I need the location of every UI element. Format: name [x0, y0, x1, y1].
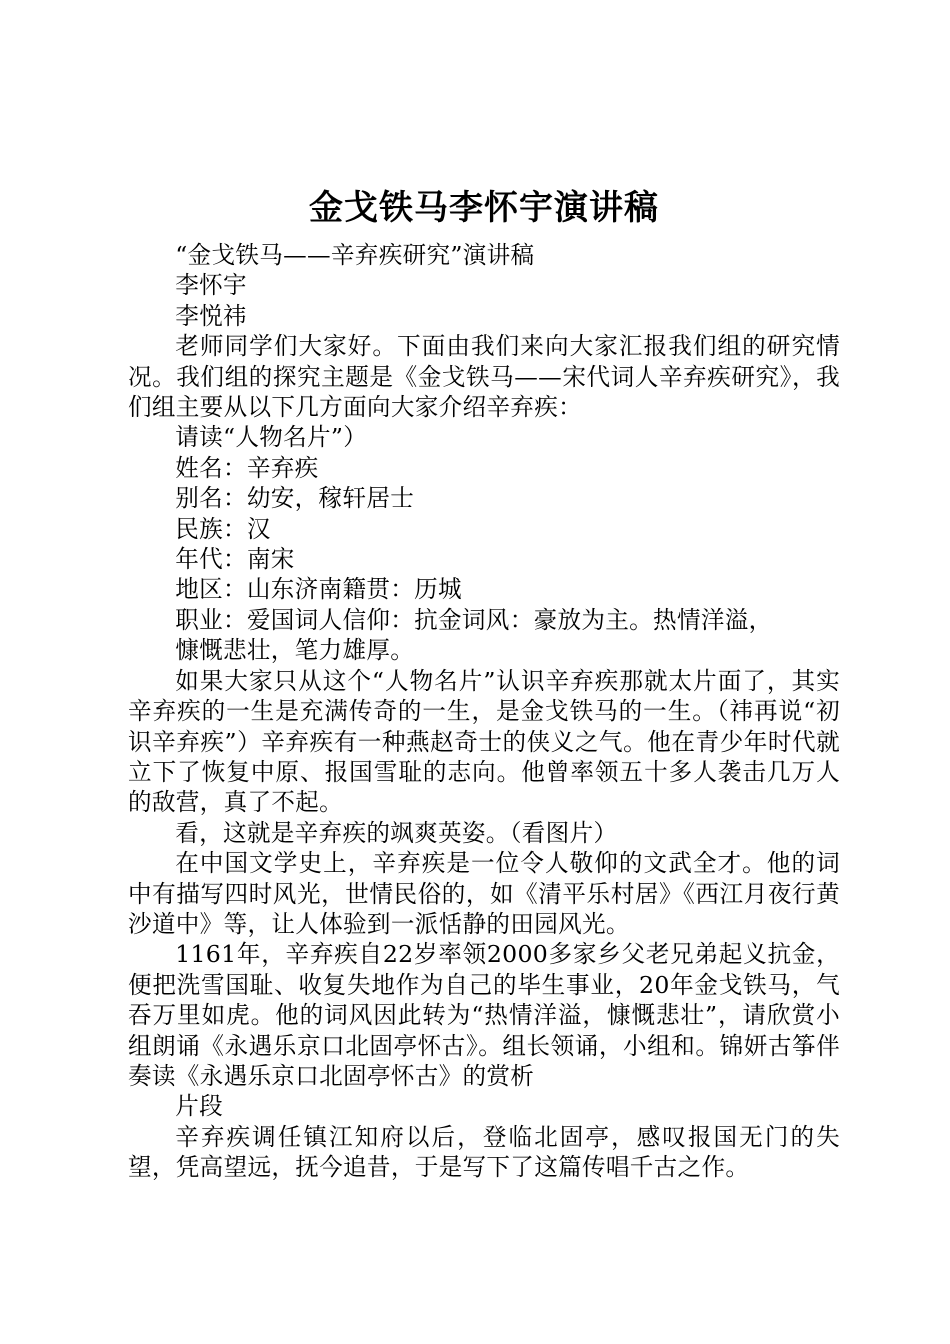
- profile-line: 慷慨悲壮，笔力雄厚。: [175, 636, 415, 665]
- body-paragraph: 片段: [175, 1092, 223, 1121]
- speech-subtitle: “金戈铁马——辛弃疾研究”演讲稿: [175, 241, 535, 269]
- profile-line: 别名：幼安，稼轩居士: [175, 484, 415, 513]
- profile-line: 地区：山东济南籍贯：历城: [175, 575, 462, 604]
- profile-line: 职业：爱国词人信仰：抗金词风：豪放为主。热情洋溢，: [175, 605, 773, 634]
- author-name: 李怀宇: [175, 271, 247, 300]
- body-paragraph: 1161年，辛弃疾自22岁率领2000多家乡父老兄弟起义抗金，便把洗雪国耻、收复失地作为自己的毕生事业，20年金戈铁马，气吞万里如虎。他的词风因此转为“热情洋溢，慷慨悲壮”，请欣赏小组朗诵《永遇乐京口北固亭怀古》。组长领诵，小组和。锦妍古筝伴奏读《永遇乐京口北固亭怀古》的赏析: [128, 940, 840, 1090]
- document-title: 金戈铁马李怀宇演讲稿: [309, 188, 659, 228]
- profile-line: 姓名：辛弃疾: [175, 453, 319, 482]
- body-paragraph: 在中国文学史上，辛弃疾是一位令人敬仰的文武全才。他的词中有描写四时风光，世情民俗的，如《清平乐村居》《西江月夜行黄沙道中》等，让人体验到一派恬静的田园风光。: [128, 849, 840, 938]
- body-paragraph: 辛弃疾调任镇江知府以后，登临北固亭，感叹报国无门的失望，凭高望远，抚今追昔，于是写下了这篇传唱千古之作。: [128, 1122, 840, 1182]
- profile-line: 年代：南宋: [175, 545, 295, 574]
- body-paragraph: 老师同学们大家好。下面由我们来向大家汇报我们组的研究情况。我们组的探究主题是《金戈铁马——宋代词人辛弃疾研究》，我们组主要从以下几方面向大家介绍辛弃疾：: [128, 332, 840, 422]
- profile-line: 民族：汉: [175, 514, 271, 543]
- body-paragraph: 如果大家只从这个“人物名片”认识辛弃疾那就太片面了，其实辛弃疾的一生是充满传奇的一生，是金戈铁马的一生。（祎再说“初识辛弃疾”）辛弃疾有一种燕赵奇士的侠义之气。他在青少年时代就立下了恢复中原、报国雪耻的志向。他曾率领五十多人袭击几万人的敌营，真了不起。: [128, 666, 840, 817]
- document-body: [128, 240, 840, 1183]
- body-paragraph: 请读“人物名片”）: [175, 423, 368, 452]
- author-name: 李悦祎: [175, 301, 247, 330]
- document-page: [128, 182, 840, 1183]
- body-paragraph: 看，这就是辛弃疾的飒爽英姿。（看图片）: [175, 818, 618, 847]
